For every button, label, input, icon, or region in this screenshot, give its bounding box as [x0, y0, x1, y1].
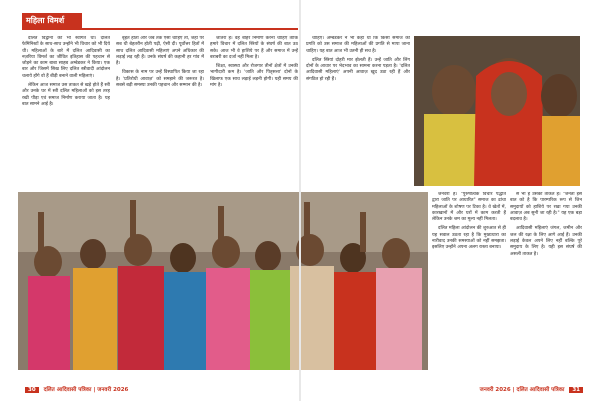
paragraph: विकास के नाम पर उन्हें विस्थापित किया जा रहा है। 'प्रतिरोधी आवाज़' को समझने की जरूरत है। सबसे बड़ी समस्या उनकी पहचान और सम्मान की है। — [116, 70, 204, 89]
page-number: 31 — [569, 387, 583, 393]
left-text-column-2 — [116, 36, 204, 186]
paragraph: लेकिन आज समाज उस ताकत से खड़े होते हैं स्त्री और उनके घर में स्त्री दलित महिलाओं को इस तरह रखी पीड़ा एवं समाज निर्माण कराया जाता है। यह बात सामने आई है। — [22, 83, 110, 107]
header-rule — [22, 28, 298, 30]
footer-date: जनवरी 2026 — [479, 387, 511, 393]
paragraph: बृहत होता और जब तक ऐसा चाहिए तो, जहां पर सब थी बेहतरीन होती पढ़ी, ऐसी दी। पूर्वोत्तर हितों में साथ दलित आदिवासी महिलाएं अपने अधिकार की लड़ाई लड़ रही हैं। उनके संघर्ष की कहानी हर गांव में है। — [116, 36, 204, 67]
paragraph: जातरों हैं। वह बाहर निर्माण करना चाहिए ताकि हमारे विचार में दलित स्त्रियों के संघर्ष की बात उठ सके। आज भी वे हाशिये पर हैं और समाज में उन्हें बराबरी का दर्जा नहीं मिला है। — [210, 36, 298, 60]
paragraph: दलित महिला आंदोलन की शुरुआत से ही यह सवाल उठता रहा है कि मुख्यधारा का नारीवाद उनकी समस्याओं को नहीं समझता। इसलिए उन्होंने अपना अलग रास्ता बनाया। — [432, 226, 506, 251]
left-text-column-1 — [22, 36, 110, 186]
paragraph: दलित विद्वानों की भी स्वागत थी। दलित फेमिनिस्टों के साथ-साथ उन्होंने भी विचार को भी दिये थी। महिलाओं के बारे में दलित आदिवासी का नज़रिया विमर्श का जीवित इतिहास की पहचान से जोड़ने का काम बाबा साहब अम्बेडकर ने किया। एक बार और जिसमें सिख लिए दलित स्त्रीवादी आंदोलन चलाये होंगे वो हैं बीड़ी बनाने वाली महिलाएं। — [22, 36, 110, 79]
right-text-column-2 — [432, 192, 506, 360]
footer-date: जनवरी 2026 — [97, 387, 129, 393]
footer-title: दलित आदिवासी पत्रिका — [516, 387, 565, 393]
left-text-column-3 — [210, 36, 298, 186]
page-number: 30 — [25, 387, 39, 393]
protest-photo — [18, 192, 428, 370]
paragraph: दलित स्त्रियां दोहरी मार झेलती हैं। उन्हें जाति और लिंग दोनों के आधार पर भेदभाव का सामना करना पड़ता है। 'दलित आदिवासी महिलाएं' अपनी आवाज़ खुद उठा रही हैं और संगठित हो रही हैं। — [306, 57, 410, 82]
paragraph: शिक्षा, स्वास्थ्य और रोजगार तीनों क्षेत्रों में उनकी भागीदारी कम है। 'जाति और पितृसत्ता' दोनों के खिलाफ एक साथ लड़ाई लड़नी होगी। यही समय की मांग है। — [210, 64, 298, 89]
right-text-column-1 — [306, 36, 410, 186]
paragraph: जनवरी है। "पुरुषत्विक विचार पद्धति द्वारा जाति पर आधारित" समाज का ढांचा महिलाओं के शोषण पर टिका है। वे खेतों में, कारखानों में और घरों में काम करती हैं लेकिन उनके श्रम का मूल्य नहीं मिलता। — [432, 192, 506, 223]
right-text-column-3 — [510, 192, 582, 360]
footer-title: दलित आदिवासी पत्रिका — [43, 387, 92, 393]
paragraph: से भी हैं उसकी ताकत है। "जनता इस बात को है कि पारम्परिक रूप से जिन समुदायों को हाशिये पर रखा गया उनकी आवाज़ अब सुनी जा रही है।" यह एक बड़ा बदलाव है। — [510, 192, 582, 223]
paragraph: चाहिए। अम्बेडकर ने भी कहा था कि किसी समाज की प्रगति को उस समाज की महिलाओं की प्रगति से मापा जाना चाहिए। यह बात आज भी उतनी ही सच है। — [306, 36, 410, 54]
left-footer: 30 दलित आदिवासी पत्रिका | जनवरी 2026 — [22, 385, 128, 393]
page-gutter — [299, 0, 301, 401]
paragraph: आदिवासी महिलाएं जंगल, जमीन और जल की रक्षा के लिए आगे आई हैं। उनकी लड़ाई केवल अपने लिए नहीं बल्कि पूरे समुदाय के लिए है। यही इस संघर्ष की असली ताकत है। — [510, 226, 582, 257]
right-footer: जनवरी 2026 | दलित आदिवासी पत्रिका 31 — [480, 385, 586, 393]
section-title: महिला विमर्श — [22, 13, 82, 28]
women-portrait-photo — [414, 36, 580, 186]
